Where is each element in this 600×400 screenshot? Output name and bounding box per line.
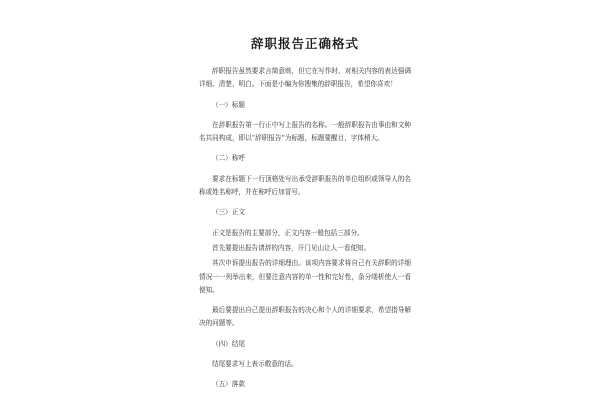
- document-body: [199, 28, 411, 399]
- section-paragraph: 正文是报告的主要部分，正文内容一般包括三部分。: [212, 228, 364, 237]
- section-paragraph: 在辞职报告第一行正中写上报告的名称。一般辞职报告由事由和文种名共同构成，即以“辞职报告”为标题，标题要醒目，字体稍大。: [199, 120, 411, 143]
- section-paragraph: 首先要提出报告请辞的内容，开门见山让人一看便知。: [212, 243, 371, 252]
- section-heading-body: （三）正文: [212, 208, 245, 217]
- section-heading-title: （一）标题: [212, 100, 245, 109]
- section-paragraph: 要求在标题下一行顶格处写出承受辞职报告的单位组织或领导人的名称或姓名称呼，并在称呼后加冒号。: [199, 174, 411, 197]
- section-paragraph: 其次申诉提出报告的详细理由。该项内容要求将自己有关辞职的详细情况一一列举出来，但要注意内容的单一性和完好性，条分缕析使人一看便知。: [199, 259, 411, 294]
- section-paragraph: 结尾要求写上表示敬意的话。: [212, 360, 298, 369]
- section-heading-salutation: （二）称呼: [212, 154, 245, 163]
- section-heading-signature: （五）落款: [212, 380, 245, 389]
- section-paragraph: 最后要提出自己提出辞职报告的决心和个人的详细要求，希望指导解决的问题等。: [199, 306, 411, 328]
- intro-paragraph: 辞职报告虽然要求言简意赅，但它在写作时，对相关内容的表达强调详细、清楚、明白。下面是小编为你搜集的辞职报告，希望你喜欢！: [199, 67, 411, 89]
- section-heading-closing: （四）结尾: [212, 339, 245, 348]
- document-title: 辞职报告正确格式: [250, 36, 359, 51]
